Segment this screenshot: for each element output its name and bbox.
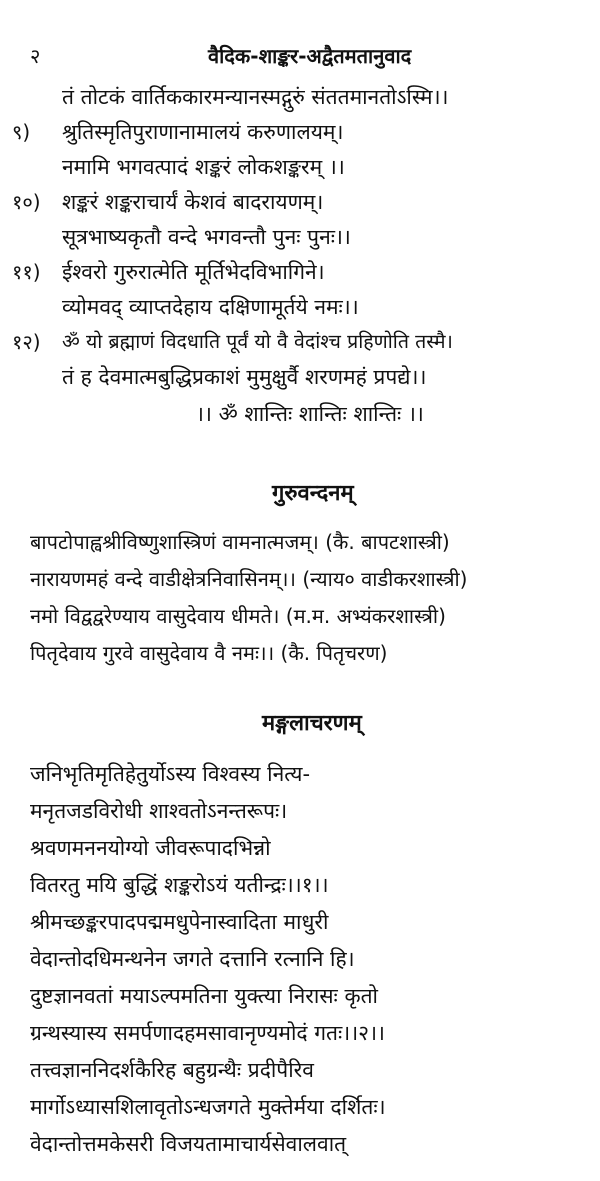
verse-line: नमामि भगवत्पादं शङ्करं लोकशङ्करम् ।। bbox=[62, 155, 345, 179]
mangala-line: वेदान्तोत्तमकेसरी विजयतामाचार्यसेवालवात् bbox=[30, 1132, 347, 1156]
section-heading-guru-vandanam: गुरुवन्दनम् bbox=[272, 481, 354, 506]
page-number: २ bbox=[30, 44, 41, 68]
verse-line: श्रुतिस्मृतिपुराणानामालयं करुणालयम्। bbox=[62, 120, 344, 144]
running-title: वैदिक-शाङ्कर-अद्वैतमतानुवाद bbox=[208, 44, 412, 68]
mangala-line: मनृतजडविरोधी शाश्वतोऽनन्तरूपः। bbox=[30, 799, 288, 823]
vandanam-line: नारायणमहं वन्दे वाडीक्षेत्रनिवासिनम्।। (न्याय० वाडीकरशास्त्री) bbox=[30, 567, 468, 591]
verse-line: ईश्वरो गुरुरात्मेति मूर्तिभेदविभागिने। bbox=[62, 260, 325, 284]
verse-line: तं तोटकं वार्तिककारमन्यानस्मद्गुरुं संततमानतोऽस्मि।। bbox=[62, 85, 449, 109]
vandanam-line: नमो विद्वद्वरेण्याय वासुदेवाय धीमते। (म.म. अभ्यंकरशास्त्री) bbox=[30, 604, 446, 628]
mangala-line: तत्त्वज्ञाननिदर्शकैरिह बहुग्रन्थैः प्रदीपैरिव bbox=[30, 1058, 314, 1082]
verse-number: १२) bbox=[12, 330, 41, 354]
mangala-line: दुष्टज्ञानवतां मयाऽल्पमतिना युक्त्या निरासः कृतो bbox=[30, 984, 378, 1008]
verse-line: शङ्करं शङ्कराचार्यं केशवं बादरायणम्। bbox=[62, 190, 324, 214]
verse-line: ॐ यो ब्रह्माणं विदधाति पूर्वं यो वै वेदांश्च प्रहिणोति तस्मै। bbox=[62, 330, 453, 353]
mangala-line: जनिभृतिमृतिहेतुर्योऽस्य विश्वस्य नित्य- bbox=[30, 762, 311, 786]
verse-number: ९) bbox=[12, 120, 31, 144]
verse-number: ११) bbox=[12, 260, 41, 284]
mangala-line: वितरतु मयि बुद्धिं शङ्करोऽयं यतीन्द्रः।।१।। bbox=[30, 873, 329, 897]
mangala-line: वेदान्तोदधिमन्थनेन जगते दत्तानि रत्नानि हि। bbox=[30, 947, 355, 971]
mangala-line: श्रवणमननयोग्यो जीवरूपादभिन्नो bbox=[30, 836, 271, 860]
vandanam-line: बापटोपाह्वश्रीविष्णुशास्त्रिणं वामनात्मजम्। (कै. बापटशास्त्री) bbox=[30, 530, 450, 554]
verse-line: व्योमवद् व्याप्तदेहाय दक्षिणामूर्तये नमः।। bbox=[62, 295, 359, 319]
mangala-line: ग्रन्थस्यास्य समर्पणादहमसावानृण्यमोदं गतः।।२।। bbox=[30, 1021, 386, 1045]
verse-line: सूत्रभाष्यकृतौ वन्दे भगवन्तौ पुनः पुनः।। bbox=[62, 225, 351, 249]
verse-number: १०) bbox=[12, 190, 41, 214]
vandanam-line: पितृदेवाय गुरवे वासुदेवाय वै नमः।। (कै. पितृचरण) bbox=[30, 641, 388, 665]
mangala-line: श्रीमच्छङ्करपादपद्ममधुपेनास्वादिता माधुरी bbox=[30, 910, 329, 934]
section-heading-mangalacharanam: मङ्गलाचरणम् bbox=[262, 711, 362, 736]
verse-line: तं ह देवमात्मबुद्धिप्रकाशं मुमुक्षुर्वै शरणमहं प्रपद्ये।। bbox=[62, 365, 427, 389]
mangala-line: मार्गोऽध्यासशिलावृतोऽन्धजगते मुक्तेर्मया दर्शितः। bbox=[30, 1095, 386, 1119]
shanti-line: ।। ॐ शान्तिः शान्तिः शान्तिः ।। bbox=[196, 402, 424, 426]
